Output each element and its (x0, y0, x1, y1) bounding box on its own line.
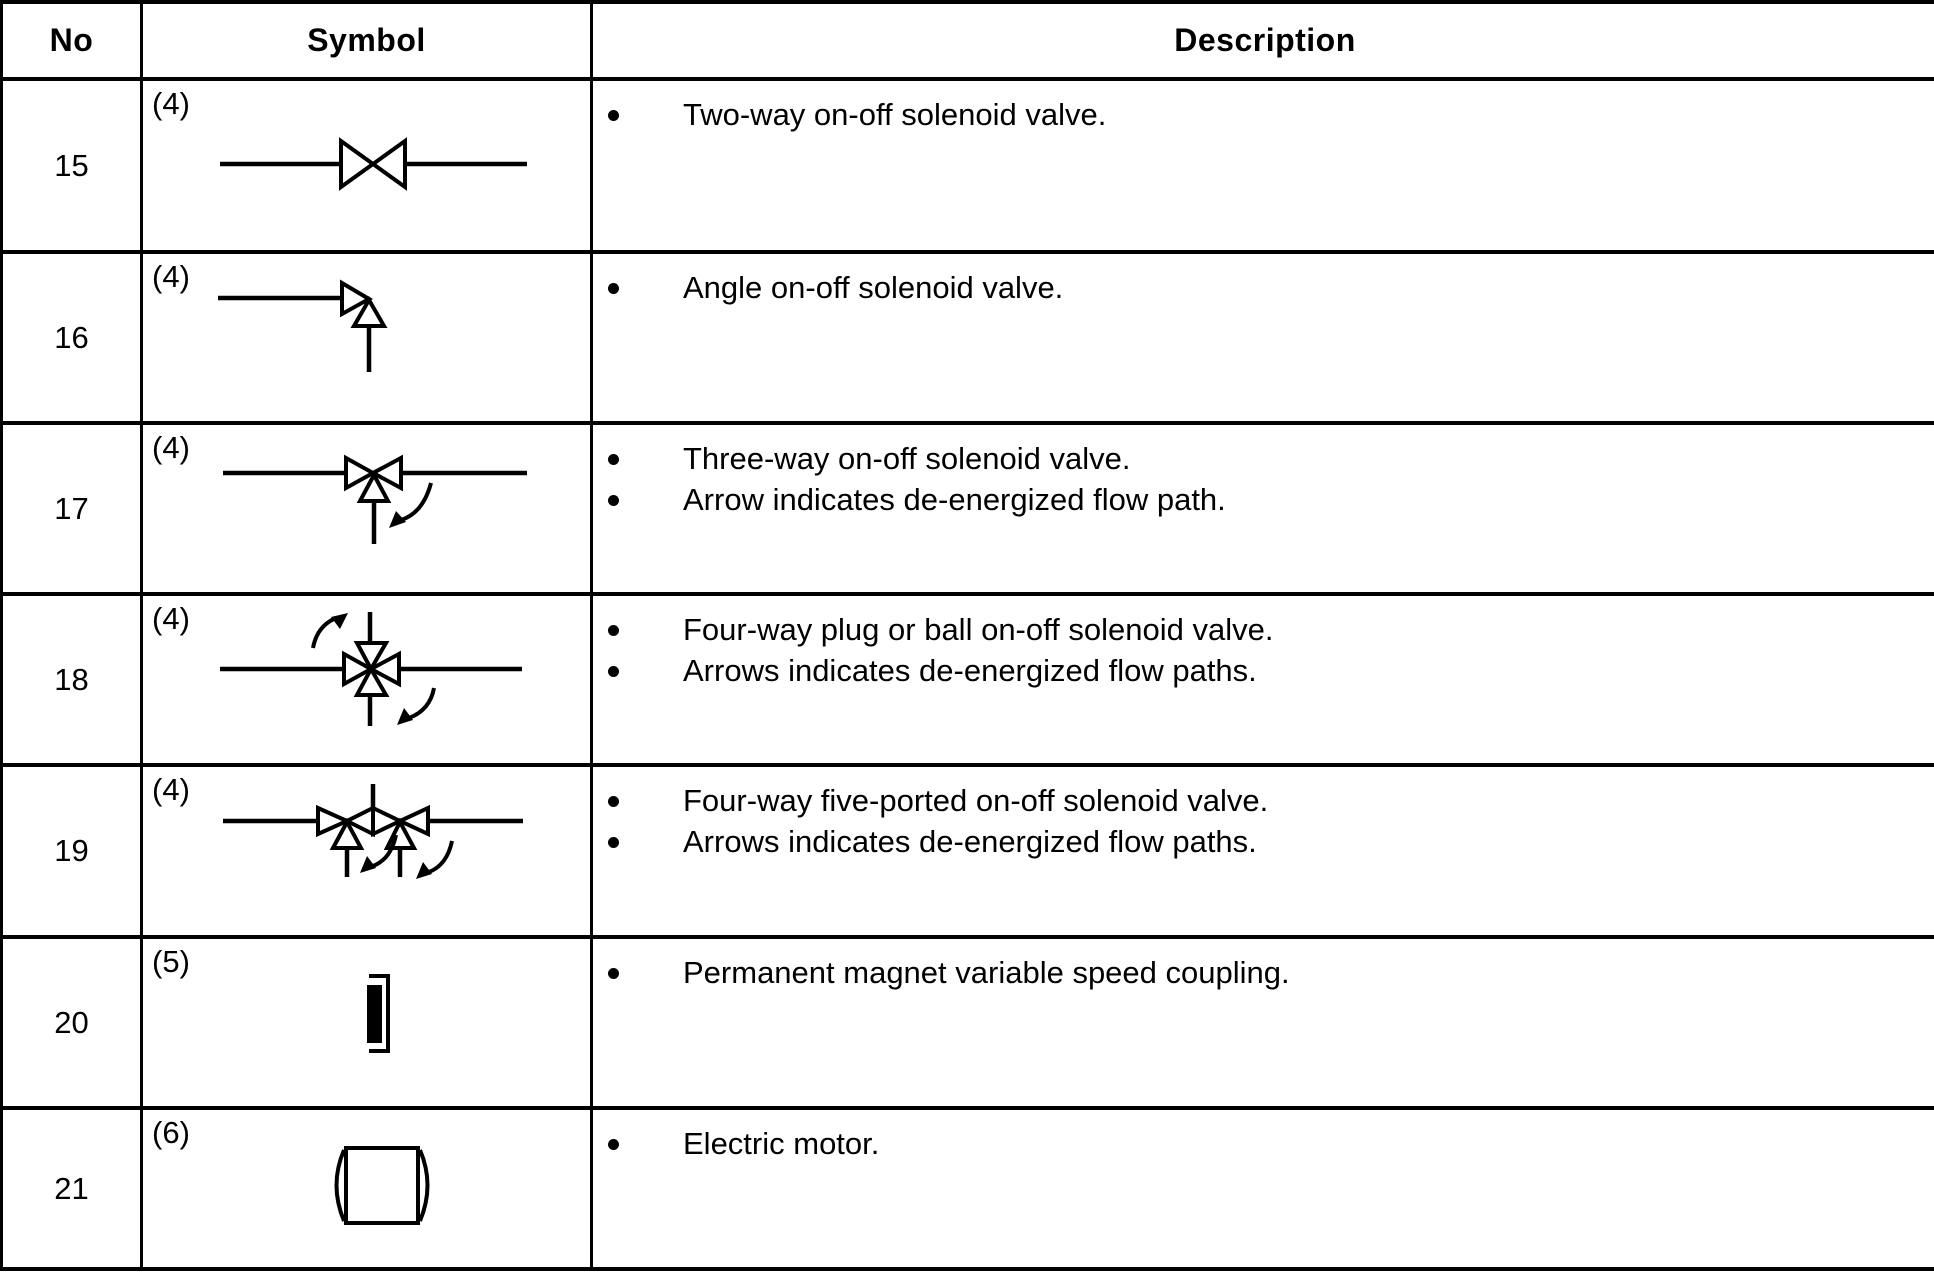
symbol-ref-note: (4) (152, 259, 190, 294)
column-header-description: Description (1174, 22, 1356, 58)
description-cell (593, 425, 1934, 592)
bullet-icon (608, 968, 619, 979)
column-header-no: No (3, 4, 143, 77)
bullet-icon (608, 666, 619, 677)
description-cell (593, 1110, 1934, 1267)
description-text: Two-way on-off solenoid valve. (683, 97, 1107, 132)
bullet-icon (608, 1139, 619, 1150)
table-row-15 (3, 81, 1934, 254)
description-text: Arrow indicates de-energized flow path. (683, 482, 1226, 517)
description-text: Arrows indicates de-energized flow paths. (683, 824, 1257, 859)
description-cell (593, 81, 1934, 250)
row-number: 20 (3, 939, 143, 1106)
description-cell (593, 939, 1934, 1106)
symbol-cell (143, 81, 593, 250)
description-text: Four-way five-ported on-off solenoid valve. (683, 783, 1269, 818)
bullet-icon (608, 625, 619, 636)
description-text: Permanent magnet variable speed coupling. (683, 955, 1290, 990)
symbol-cell (143, 425, 593, 592)
symbol-cell (143, 254, 593, 421)
symbol-cell (143, 939, 593, 1106)
electric-motor-icon (143, 1110, 590, 1267)
bullet-icon (608, 796, 619, 807)
symbol-ref-note: (4) (152, 601, 190, 636)
table-row-20 (3, 939, 1934, 1110)
magnet-coupling-icon (143, 939, 590, 1106)
symbol-ref-note: (5) (152, 944, 190, 979)
row-number: 21 (3, 1110, 143, 1267)
symbol-ref-note: (6) (152, 1115, 190, 1150)
description-cell (593, 596, 1934, 763)
table-row-19 (3, 767, 1934, 939)
symbol-ref-note: (4) (152, 772, 190, 807)
description-text: Angle on-off solenoid valve. (683, 270, 1064, 305)
three-way-solenoid-valve-icon (143, 425, 590, 592)
angle-solenoid-valve-icon (143, 254, 590, 421)
row-number: 19 (3, 767, 143, 935)
symbol-cell (143, 596, 593, 763)
row-number: 16 (3, 254, 143, 421)
description-text: Four-way plug or ball on-off solenoid valve. (683, 612, 1274, 647)
row-number: 15 (3, 81, 143, 250)
symbol-cell (143, 767, 593, 935)
row-number: 18 (3, 596, 143, 763)
symbol-ref-note: (4) (152, 86, 190, 121)
description-text: Arrows indicates de-energized flow paths. (683, 653, 1257, 688)
description-cell (593, 254, 1934, 421)
column-header-symbol: Symbol (143, 4, 593, 77)
bullet-icon (608, 283, 619, 294)
description-cell (593, 767, 1934, 935)
bullet-icon (608, 454, 619, 465)
bullet-icon (608, 110, 619, 121)
bullet-icon (608, 495, 619, 506)
symbol-ref-note: (4) (152, 430, 190, 465)
two-way-solenoid-valve-icon (143, 81, 590, 250)
table-row-16 (3, 254, 1934, 425)
four-way-five-ported-solenoid-valve-icon (143, 767, 590, 935)
table-row-18 (3, 596, 1934, 767)
row-number: 17 (3, 425, 143, 592)
symbol-cell (143, 1110, 593, 1267)
four-way-solenoid-valve-icon (143, 596, 590, 763)
description-text: Three-way on-off solenoid valve. (683, 441, 1131, 476)
description-text: Electric motor. (683, 1126, 880, 1161)
table-row-17 (3, 425, 1934, 596)
table-header-row (3, 4, 1934, 81)
bullet-icon (608, 837, 619, 848)
table-row-21 (3, 1110, 1934, 1271)
